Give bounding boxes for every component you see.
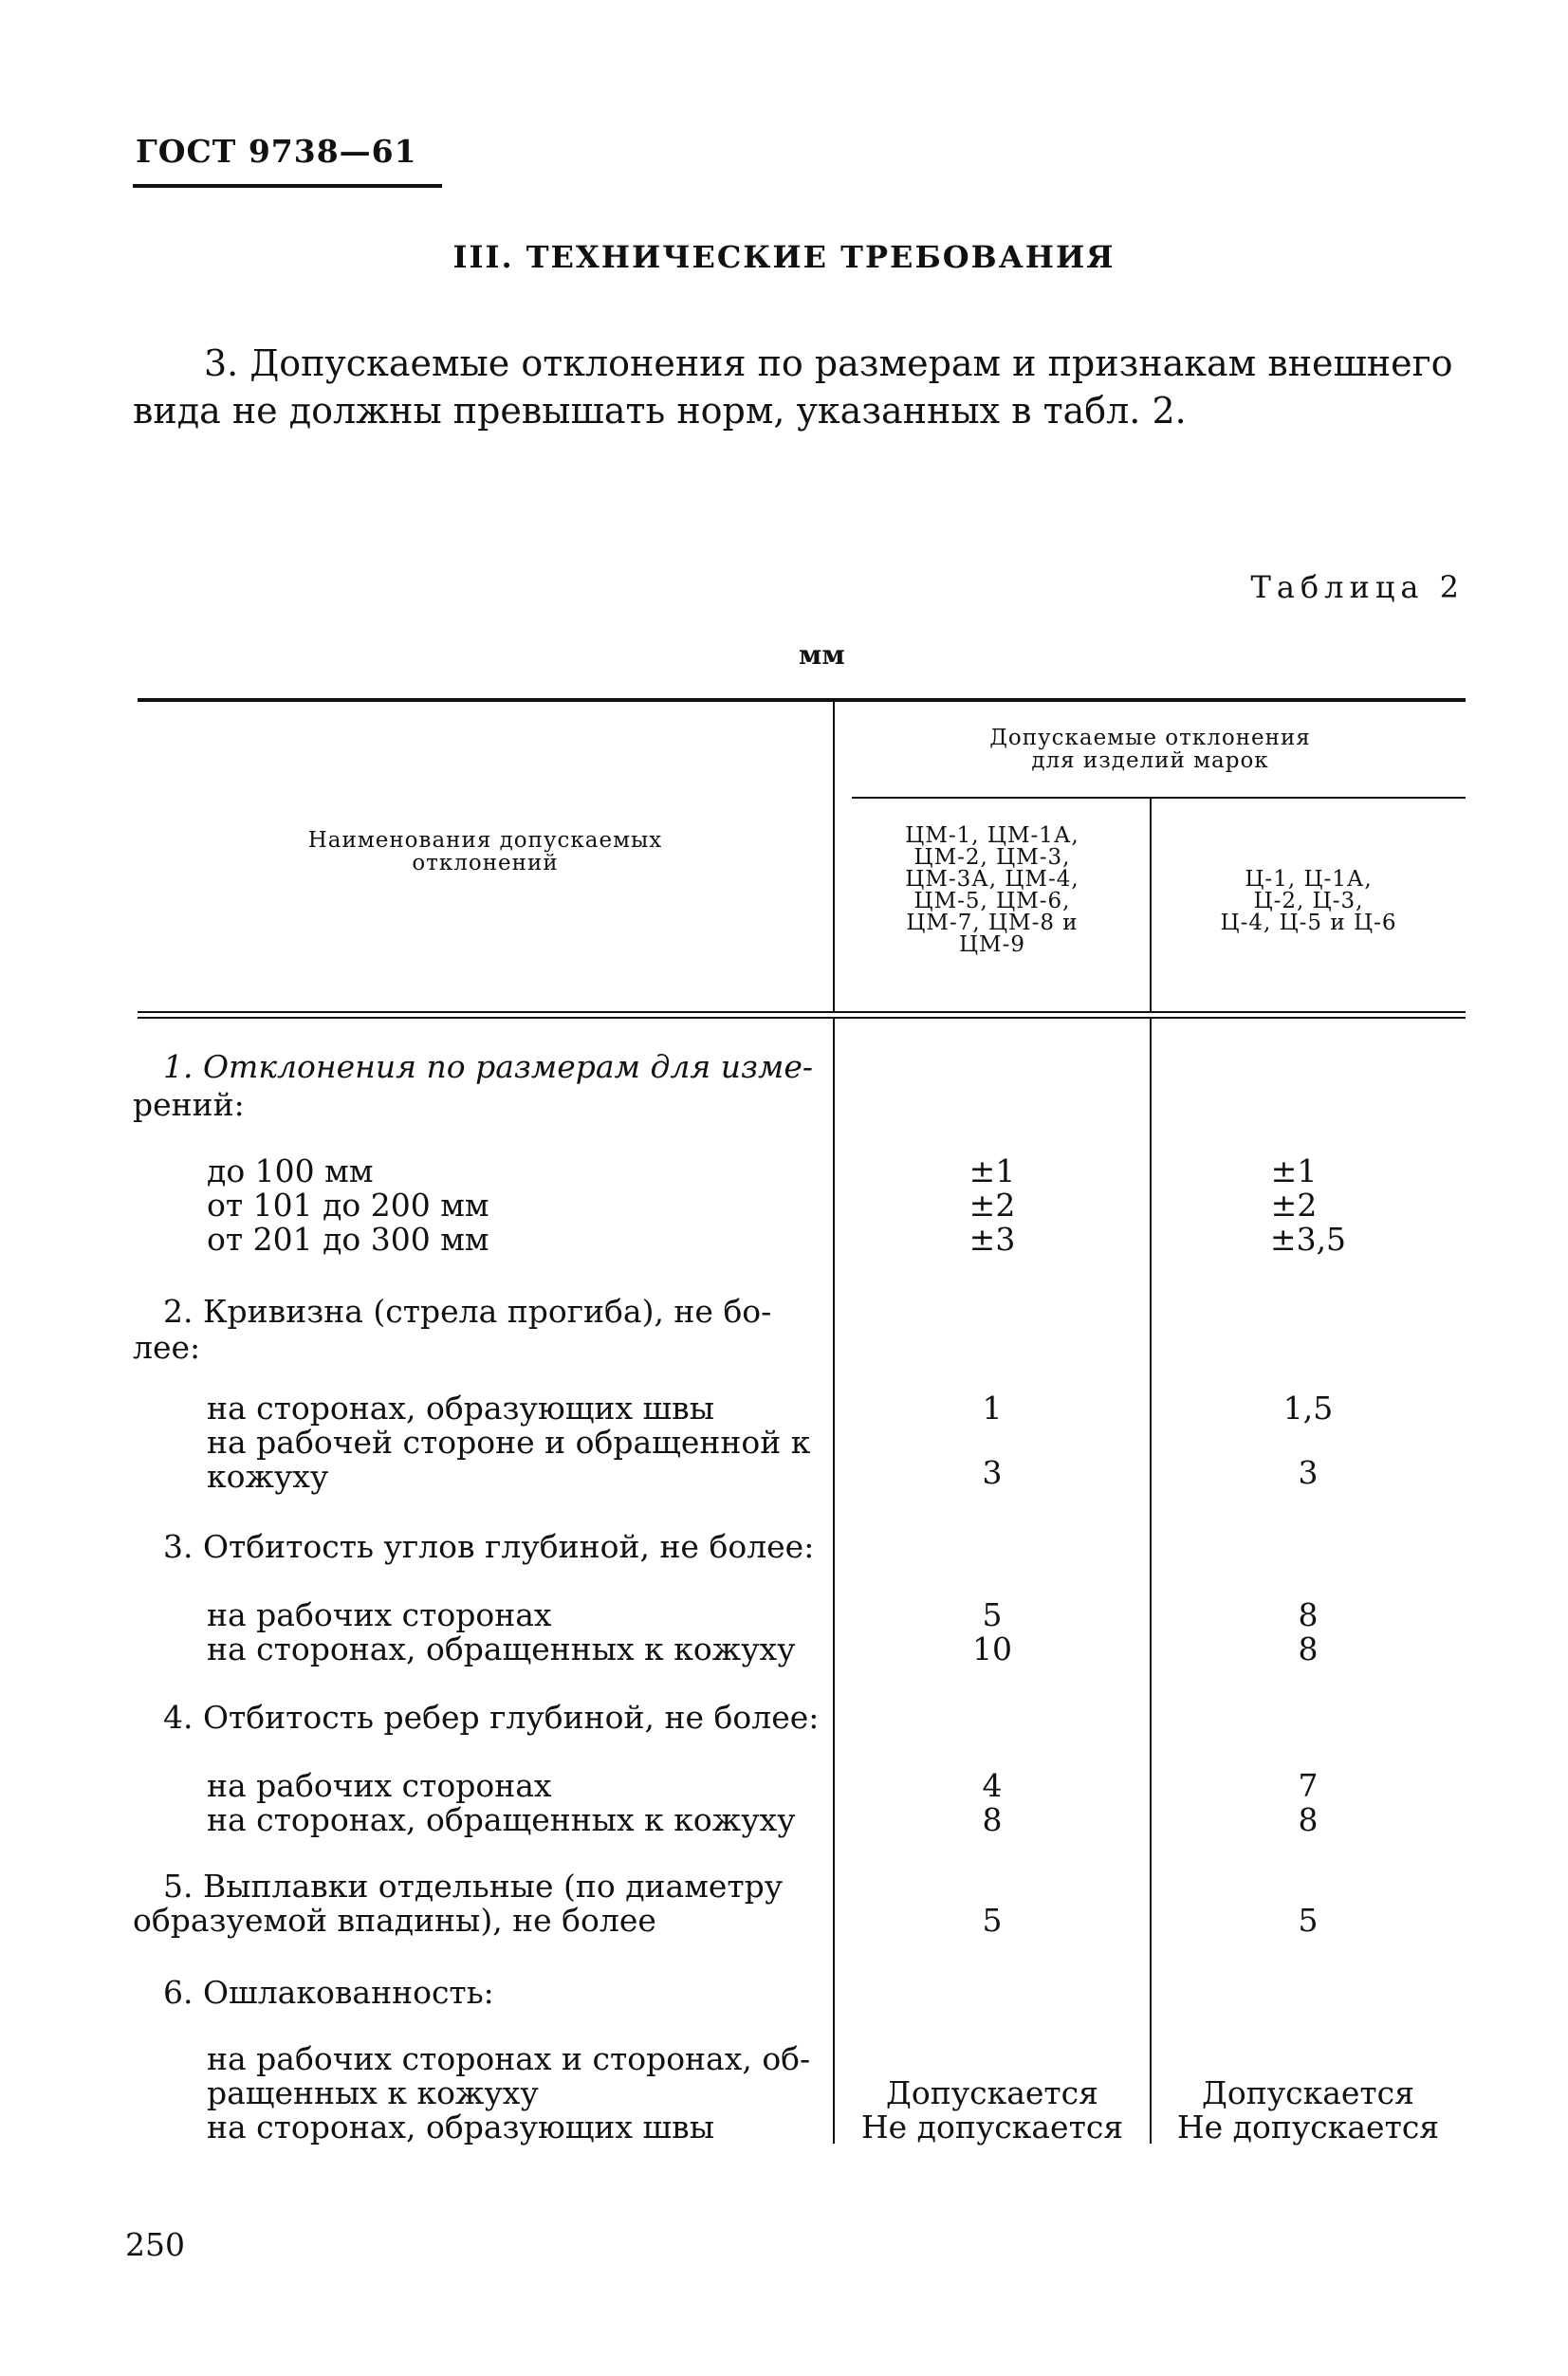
header-line: ЦМ-9 — [958, 932, 1025, 957]
paragraph-3 — [133, 340, 1461, 434]
header-line: Ц-2, Ц-3, — [1253, 889, 1364, 913]
row-6-title: 6. Ошлакованность: — [163, 1974, 494, 2011]
group-header-rule — [852, 797, 1466, 799]
paragraph-line: вида не должны превышать норм, указанных в табл. 2. — [133, 390, 1187, 432]
header-line: Ц-4, Ц-5 и Ц-6 — [1220, 911, 1397, 935]
row-6-c-value: Допускается — [1202, 2074, 1414, 2111]
header-line: ЦМ-5, ЦМ-6, — [913, 889, 1071, 913]
paragraph-line: 3. Допускаемые отклонения по размерам и признакам внешнего — [204, 342, 1453, 384]
header-line: отклонений — [412, 851, 559, 875]
row-2-sub: кожуху — [207, 1458, 329, 1495]
header-bottom-rule — [138, 1011, 1466, 1013]
header-line: ЦМ-1, ЦМ-1А, — [905, 823, 1079, 848]
row-1-c-value: ±1 — [1270, 1152, 1318, 1189]
row-1-cm-value: ±3 — [968, 1221, 1016, 1258]
section-title: III. ТЕХНИЧЕСКИЕ ТРЕБОВАНИЯ — [452, 239, 1116, 275]
row-1-sub: от 101 до 200 мм — [207, 1187, 489, 1224]
row-2-cm-value: 1 — [982, 1390, 1003, 1427]
column-header-name — [138, 829, 833, 875]
row-6-cm-value: Допускается — [886, 2074, 1098, 2111]
row-1-title: 1. Отклонения по размерам для изме- — [163, 1048, 814, 1085]
row-3-c-value: 8 — [1298, 1596, 1319, 1633]
row-1-c-value: ±2 — [1270, 1187, 1318, 1224]
row-6-sub: на сторонах, образующих швы — [207, 2109, 714, 2146]
row-6-cm-value: Не допускается — [860, 2109, 1124, 2146]
row-1-cm-value: ±2 — [968, 1187, 1016, 1224]
column-header-cm — [835, 825, 1150, 956]
row-2-sub: на рабочей стороне и обращенной к — [207, 1424, 811, 1461]
row-5-cm-value: 5 — [982, 1902, 1003, 1939]
header-line: ЦМ-7, ЦМ-8 и — [906, 911, 1079, 935]
row-6-c-value: Не допускается — [1176, 2109, 1440, 2146]
page-number: 250 — [125, 2226, 185, 2263]
row-3-sub: на сторонах, обращенных к кожуху — [207, 1630, 796, 1667]
row-2-sub: на сторонах, образующих швы — [207, 1390, 714, 1427]
header-bottom-rule-2 — [138, 1017, 1466, 1019]
row-3-title: 3. Отбитость углов глубиной, не более: — [163, 1528, 815, 1565]
row-2-title-cont: лее: — [133, 1329, 201, 1366]
table-title: Таблица 2 — [1250, 569, 1465, 605]
row-2-c-value: 1,5 — [1282, 1390, 1334, 1427]
row-4-cm-value: 4 — [982, 1767, 1003, 1804]
table-unit: мм — [799, 639, 845, 671]
row-4-c-value: 7 — [1298, 1767, 1319, 1804]
header-line: для изделий марок — [1031, 748, 1269, 773]
row-2-c-value: 3 — [1298, 1454, 1319, 1491]
row-4-sub: на сторонах, обращенных к кожуху — [207, 1801, 796, 1838]
header-line: Допускаемые отклонения — [989, 726, 1311, 750]
header-line: ЦМ-2, ЦМ-3, — [913, 845, 1071, 870]
row-5-title-cont: образуемой впадины), не более — [133, 1902, 656, 1939]
row-5-c-value: 5 — [1298, 1902, 1319, 1939]
header-line: Ц-1, Ц-1А, — [1245, 867, 1373, 892]
row-4-c-value: 8 — [1298, 1801, 1319, 1838]
row-3-sub: на рабочих сторонах — [207, 1596, 552, 1633]
row-1-sub: от 201 до 300 мм — [207, 1221, 489, 1258]
row-3-c-value: 8 — [1298, 1630, 1319, 1667]
header-rule — [133, 184, 442, 188]
document-code: ГОСТ 9738—61 — [136, 133, 417, 170]
header-line: Наименования допускаемых — [307, 828, 663, 853]
row-6-sub: на рабочих сторонах и сторонах, об- — [207, 2040, 811, 2077]
column-header-group — [835, 727, 1466, 772]
row-2-title: 2. Кривизна (стрела прогиба), не бо- — [163, 1293, 772, 1330]
row-1-sub: до 100 мм — [207, 1152, 374, 1189]
row-5-title: 5. Выплавки отдельные (по диаметру — [163, 1868, 784, 1905]
row-4-cm-value: 8 — [982, 1801, 1003, 1838]
column-header-c — [1152, 869, 1466, 934]
row-1-title-cont: рений: — [133, 1086, 245, 1123]
row-3-cm-value: 5 — [982, 1596, 1003, 1633]
header-line: ЦМ-3А, ЦМ-4, — [905, 867, 1079, 892]
row-1-cm-value: ±1 — [968, 1152, 1016, 1189]
row-3-cm-value: 10 — [972, 1630, 1012, 1667]
row-4-title: 4. Отбитость ребер глубиной, не более: — [163, 1699, 820, 1736]
row-6-sub: ращенных к кожуху — [207, 2074, 539, 2111]
row-4-sub: на рабочих сторонах — [207, 1767, 552, 1804]
row-1-c-value: ±3,5 — [1269, 1221, 1347, 1258]
row-2-cm-value: 3 — [982, 1454, 1003, 1491]
table-top-rule — [138, 698, 1466, 702]
